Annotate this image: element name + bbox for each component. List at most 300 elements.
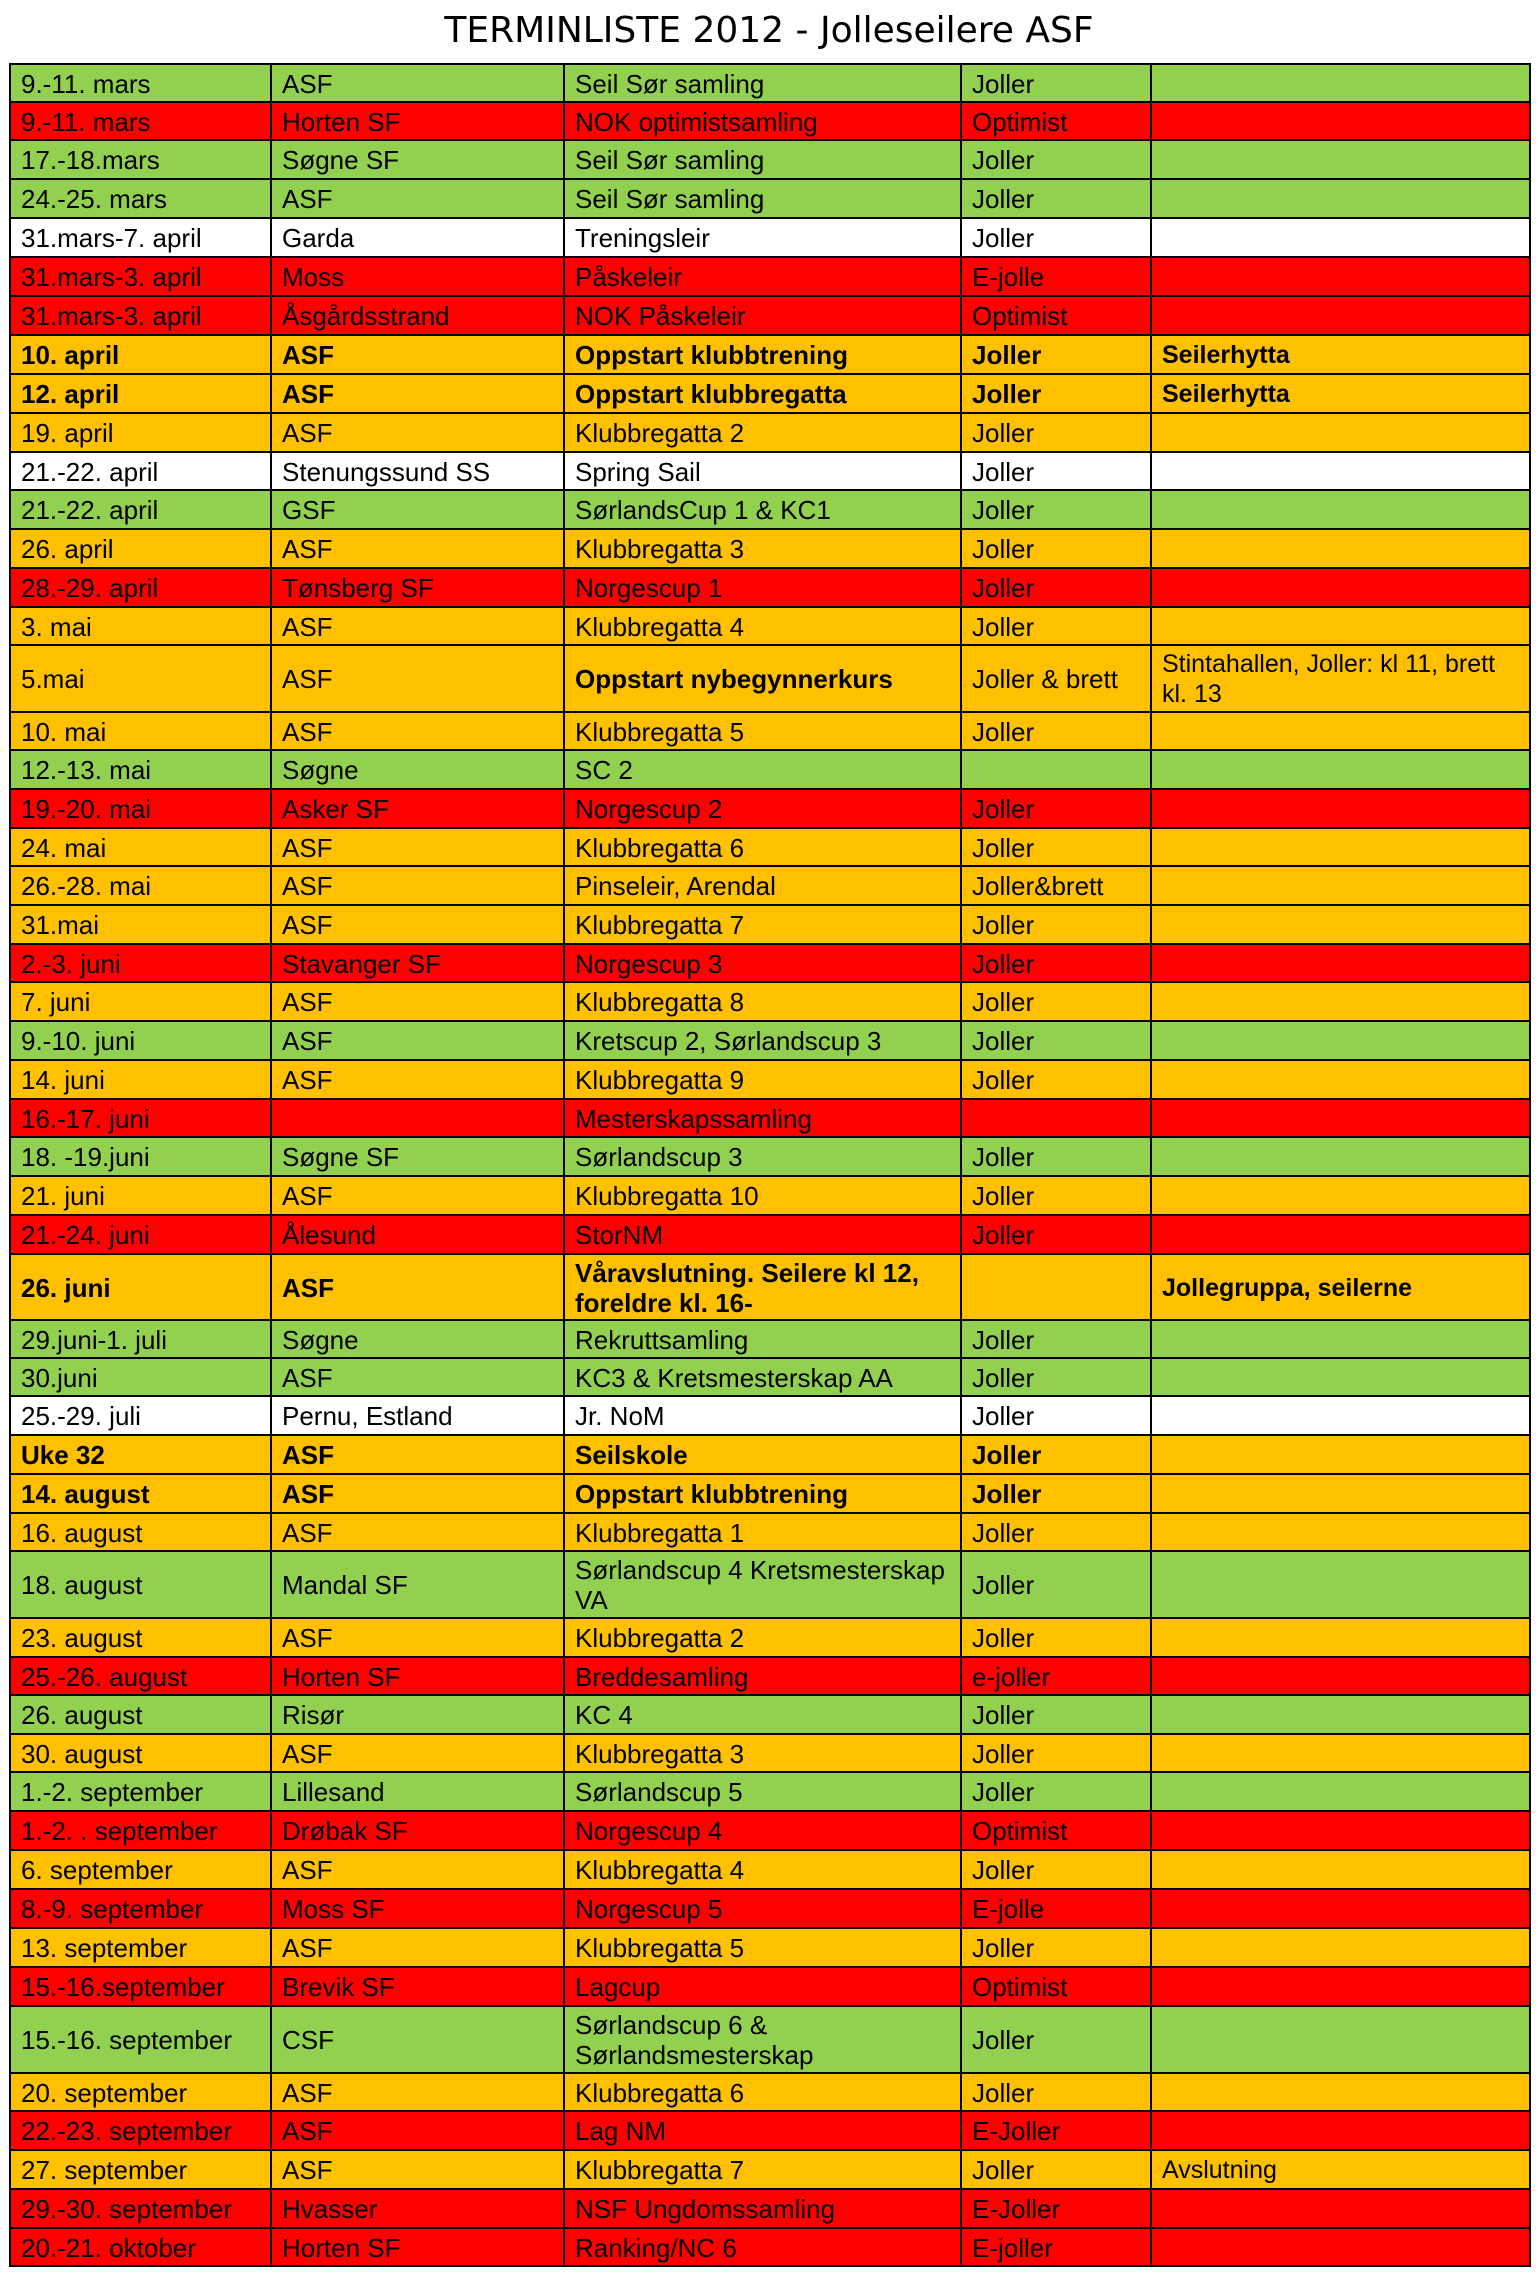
date-cell: 9.-11. mars [10,102,271,140]
schedule-row [10,452,1530,490]
event-cell: Lagcup [564,1967,961,2006]
note-cell [1151,1435,1530,1474]
schedule-row [10,1021,1530,1060]
schedule-row [10,1396,1530,1435]
schedule-row [10,789,1530,828]
class-cell: E-Joller [961,2111,1151,2150]
venue-cell: Søgne SF [271,140,564,179]
date-cell: 12. april [10,374,271,413]
schedule-row [10,1320,1530,1358]
event-cell: Klubbregatta 3 [564,529,961,568]
date-cell: 20. september [10,2073,271,2111]
event-cell: Klubbregatta 7 [564,2150,961,2189]
class-cell: Joller [961,1772,1151,1811]
date-cell: 19. april [10,413,271,452]
class-cell: Joller [961,1060,1151,1099]
schedule-row [10,2228,1530,2266]
event-cell: NOK optimistsamling [564,102,961,140]
venue-cell: Ålesund [271,1215,564,1254]
schedule-row [10,64,1530,102]
note-cell [1151,1021,1530,1060]
date-cell: 12.-13. mai [10,750,271,789]
venue-cell: ASF [271,1060,564,1099]
class-cell: E-jolle [961,1889,1151,1928]
schedule-row [10,1254,1530,1320]
schedule-row [10,529,1530,568]
venue-cell [271,1099,564,1137]
venue-cell: Asker SF [271,789,564,828]
class-cell [961,1254,1151,1320]
note-cell [1151,1772,1530,1811]
event-cell: Sørlandscup 4 Kretsmesterskap VA [564,1551,961,1618]
note-cell: Jollegruppa, seilerne [1151,1254,1530,1320]
class-cell: Joller [961,944,1151,982]
date-cell: 27. september [10,2150,271,2189]
date-cell: 15.-16.september [10,1967,271,2006]
schedule-row [10,1176,1530,1215]
venue-cell: Horten SF [271,102,564,140]
schedule-row [10,1889,1530,1928]
venue-cell: ASF [271,712,564,750]
note-cell [1151,64,1530,102]
event-cell: Oppstart klubbregatta [564,374,961,413]
venue-cell: Pernu, Estland [271,1396,564,1435]
note-cell: Seilerhytta [1151,374,1530,413]
note-cell [1151,140,1530,179]
schedule-row [10,828,1530,866]
class-cell: Joller [961,1320,1151,1358]
class-cell [961,1099,1151,1137]
event-cell: Klubbregatta 6 [564,2073,961,2111]
schedule-table [9,63,1531,2267]
schedule-row [10,1967,1530,2006]
class-cell: Joller [961,452,1151,490]
event-cell: SørlandsCup 1 & KC1 [564,490,961,529]
note-cell [1151,1657,1530,1695]
venue-cell: ASF [271,335,564,374]
class-cell: Joller [961,490,1151,529]
class-cell: Joller [961,140,1151,179]
schedule-row [10,335,1530,374]
venue-cell: Søgne SF [271,1137,564,1176]
document-title: TERMINLISTE 2012 - Jolleseilere ASF [444,10,1094,51]
class-cell: Joller [961,1474,1151,1513]
schedule-row [10,413,1530,452]
note-cell [1151,1967,1530,2006]
class-cell: Optimist [961,296,1151,335]
schedule-row [10,944,1530,982]
venue-cell: Søgne [271,750,564,789]
event-cell: Mesterskapssamling [564,1099,961,1137]
venue-cell: ASF [271,1850,564,1889]
class-cell: Joller [961,218,1151,257]
date-cell: 31.mars-3. april [10,257,271,296]
note-cell: Avslutning [1151,2150,1530,2189]
event-cell: Klubbregatta 4 [564,607,961,645]
venue-cell: ASF [271,607,564,645]
schedule-row [10,982,1530,1021]
note-cell [1151,490,1530,529]
venue-cell: ASF [271,1928,564,1967]
event-cell: NSF Ungdomssamling [564,2189,961,2228]
event-cell: Kretscup 2, Sørlandscup 3 [564,1021,961,1060]
class-cell: Joller [961,2006,1151,2073]
note-cell [1151,866,1530,905]
note-cell [1151,828,1530,866]
date-cell: Uke 32 [10,1435,271,1474]
schedule-row [10,2150,1530,2189]
note-cell [1151,413,1530,452]
date-cell: 28.-29. april [10,568,271,607]
schedule-row [10,2189,1530,2228]
note-cell [1151,1320,1530,1358]
schedule-row [10,607,1530,645]
event-cell: Klubbregatta 6 [564,828,961,866]
event-cell: Spring Sail [564,452,961,490]
class-cell: Joller [961,1396,1151,1435]
class-cell: Joller [961,1137,1151,1176]
note-cell [1151,179,1530,218]
schedule-row [10,1435,1530,1474]
schedule-row [10,102,1530,140]
event-cell: Pinseleir, Arendal [564,866,961,905]
venue-cell: ASF [271,866,564,905]
note-cell [1151,1850,1530,1889]
date-cell: 14. juni [10,1060,271,1099]
date-cell: 29.-30. september [10,2189,271,2228]
note-cell [1151,944,1530,982]
date-cell: 21.-24. juni [10,1215,271,1254]
class-cell: Joller [961,1435,1151,1474]
note-cell [1151,2228,1530,2266]
venue-cell: Søgne [271,1320,564,1358]
class-cell: Joller [961,179,1151,218]
note-cell [1151,750,1530,789]
venue-cell: ASF [271,982,564,1021]
note-cell [1151,102,1530,140]
note-cell [1151,1474,1530,1513]
venue-cell: ASF [271,2150,564,2189]
event-cell: Klubbregatta 10 [564,1176,961,1215]
venue-cell: ASF [271,64,564,102]
date-cell: 15.-16. september [10,2006,271,2073]
date-cell: 21. juni [10,1176,271,1215]
schedule-row [10,1657,1530,1695]
venue-cell: ASF [271,1358,564,1396]
note-cell [1151,1618,1530,1657]
venue-cell: ASF [271,645,564,712]
venue-cell: Moss SF [271,1889,564,1928]
date-cell: 26. juni [10,1254,271,1320]
venue-cell: ASF [271,1734,564,1772]
note-cell [1151,452,1530,490]
date-cell: 22.-23. september [10,2111,271,2150]
schedule-row [10,2073,1530,2111]
venue-cell: Tønsberg SF [271,568,564,607]
schedule-row [10,296,1530,335]
venue-cell: CSF [271,2006,564,2073]
venue-cell: Garda [271,218,564,257]
date-cell: 24. mai [10,828,271,866]
schedule-row [10,712,1530,750]
note-cell [1151,296,1530,335]
note-cell [1151,1695,1530,1734]
venue-cell: Drøbak SF [271,1811,564,1850]
schedule-row [10,1215,1530,1254]
venue-cell: ASF [271,1513,564,1551]
date-cell: 3. mai [10,607,271,645]
event-cell: Oppstart nybegynnerkurs [564,645,961,712]
date-cell: 9.-10. juni [10,1021,271,1060]
venue-cell: Åsgårdsstrand [271,296,564,335]
venue-cell: GSF [271,490,564,529]
venue-cell: ASF [271,2111,564,2150]
schedule-row [10,1928,1530,1967]
class-cell: Joller [961,374,1151,413]
event-cell: Norgescup 5 [564,1889,961,1928]
date-cell: 6. september [10,1850,271,1889]
venue-cell: ASF [271,1618,564,1657]
note-cell [1151,257,1530,296]
venue-cell: ASF [271,179,564,218]
date-cell: 30.juni [10,1358,271,1396]
date-cell: 25.-29. juli [10,1396,271,1435]
venue-cell: Horten SF [271,2228,564,2266]
date-cell: 21.-22. april [10,490,271,529]
venue-cell: Risør [271,1695,564,1734]
class-cell: Joller [961,1695,1151,1734]
schedule-row [10,1551,1530,1618]
note-cell: Stintahallen, Joller: kl 11, brett kl. 13 [1151,645,1530,712]
date-cell: 5.mai [10,645,271,712]
schedule-row [10,1513,1530,1551]
date-cell: 26. august [10,1695,271,1734]
event-cell: Klubbregatta 7 [564,905,961,944]
note-cell [1151,529,1530,568]
note-cell [1151,568,1530,607]
schedule-row [10,1060,1530,1099]
note-cell [1151,982,1530,1021]
class-cell: Optimist [961,102,1151,140]
date-cell: 20.-21. oktober [10,2228,271,2266]
schedule-row [10,1734,1530,1772]
schedule-body [10,64,1530,2266]
schedule-row [10,1358,1530,1396]
event-cell: Klubbregatta 4 [564,1850,961,1889]
venue-cell: Horten SF [271,1657,564,1695]
venue-cell: ASF [271,413,564,452]
event-cell: Treningsleir [564,218,961,257]
event-cell: Breddesamling [564,1657,961,1695]
class-cell: Joller [961,1618,1151,1657]
class-cell: Joller [961,1176,1151,1215]
class-cell: Joller [961,1513,1151,1551]
note-cell [1151,1811,1530,1850]
venue-cell: Stavanger SF [271,944,564,982]
event-cell: Oppstart klubbtrening [564,1474,961,1513]
class-cell: Joller [961,568,1151,607]
date-cell: 29.juni-1. juli [10,1320,271,1358]
class-cell: Joller [961,828,1151,866]
class-cell: Optimist [961,1811,1151,1850]
schedule-row [10,257,1530,296]
schedule-row [10,140,1530,179]
event-cell: Norgescup 1 [564,568,961,607]
schedule-row [10,750,1530,789]
venue-cell: ASF [271,1474,564,1513]
class-cell: Joller [961,607,1151,645]
class-cell: Joller [961,1358,1151,1396]
note-cell [1151,2006,1530,2073]
venue-cell: ASF [271,905,564,944]
note-cell [1151,1928,1530,1967]
date-cell: 1.-2. september [10,1772,271,1811]
schedule-row [10,866,1530,905]
note-cell [1151,1551,1530,1618]
event-cell: Sørlandscup 3 [564,1137,961,1176]
class-cell: Joller [961,905,1151,944]
note-cell: Seilerhytta [1151,335,1530,374]
note-cell [1151,2073,1530,2111]
event-cell: KC3 & Kretsmesterskap AA [564,1358,961,1396]
venue-cell: Hvasser [271,2189,564,2228]
event-cell: Våravslutning. Seilere kl 12, foreldre kl. 16- [564,1254,961,1320]
event-cell: Sørlandscup 6 & Sørlandsmesterskap [564,2006,961,2073]
event-cell: Påskeleir [564,257,961,296]
date-cell: 31.mars-7. april [10,218,271,257]
date-cell: 16. august [10,1513,271,1551]
schedule-row [10,645,1530,712]
date-cell: 19.-20. mai [10,789,271,828]
schedule-row [10,218,1530,257]
venue-cell: ASF [271,1021,564,1060]
event-cell: Norgescup 4 [564,1811,961,1850]
event-cell: Seil Sør samling [564,140,961,179]
date-cell: 7. juni [10,982,271,1021]
date-cell: 23. august [10,1618,271,1657]
class-cell: Joller [961,413,1151,452]
schedule-row [10,179,1530,218]
date-cell: 16.-17. juni [10,1099,271,1137]
note-cell [1151,1396,1530,1435]
note-cell [1151,1099,1530,1137]
event-cell: Seilskole [564,1435,961,1474]
note-cell [1151,1060,1530,1099]
schedule-row [10,2006,1530,2073]
event-cell: Sørlandscup 5 [564,1772,961,1811]
event-cell: Klubbregatta 5 [564,712,961,750]
venue-cell: Brevik SF [271,1967,564,2006]
class-cell: Joller [961,529,1151,568]
date-cell: 13. september [10,1928,271,1967]
date-cell: 31.mars-3. april [10,296,271,335]
event-cell: Klubbregatta 2 [564,413,961,452]
schedule-row [10,374,1530,413]
event-cell: Lag NM [564,2111,961,2150]
note-cell [1151,2111,1530,2150]
date-cell: 10. april [10,335,271,374]
note-cell [1151,1176,1530,1215]
date-cell: 18. august [10,1551,271,1618]
event-cell: KC 4 [564,1695,961,1734]
event-cell: Klubbregatta 1 [564,1513,961,1551]
date-cell: 24.-25. mars [10,179,271,218]
venue-cell: ASF [271,374,564,413]
schedule-row [10,1695,1530,1734]
schedule-row [10,1137,1530,1176]
venue-cell: ASF [271,1435,564,1474]
event-cell: Ranking/NC 6 [564,2228,961,2266]
event-cell: Klubbregatta 3 [564,1734,961,1772]
event-cell: Jr. NoM [564,1396,961,1435]
schedule-row [10,905,1530,944]
event-cell: StorNM [564,1215,961,1254]
date-cell: 31.mai [10,905,271,944]
event-cell: Klubbregatta 2 [564,1618,961,1657]
note-cell [1151,1358,1530,1396]
schedule-row [10,1850,1530,1889]
event-cell: Klubbregatta 8 [564,982,961,1021]
schedule-row [10,1099,1530,1137]
event-cell: Norgescup 2 [564,789,961,828]
venue-cell: ASF [271,529,564,568]
date-cell: 26.-28. mai [10,866,271,905]
date-cell: 10. mai [10,712,271,750]
date-cell: 30. august [10,1734,271,1772]
venue-cell: ASF [271,1176,564,1215]
event-cell: Klubbregatta 9 [564,1060,961,1099]
date-cell: 9.-11. mars [10,64,271,102]
date-cell: 26. april [10,529,271,568]
note-cell [1151,1734,1530,1772]
venue-cell: Moss [271,257,564,296]
schedule-row [10,2111,1530,2150]
venue-cell: Stenungssund SS [271,452,564,490]
class-cell: e-joller [961,1657,1151,1695]
event-cell: Rekruttsamling [564,1320,961,1358]
date-cell: 17.-18.mars [10,140,271,179]
class-cell: Joller [961,1928,1151,1967]
class-cell: E-Joller [961,2189,1151,2228]
class-cell: E-jolle [961,257,1151,296]
note-cell [1151,1513,1530,1551]
date-cell: 14. august [10,1474,271,1513]
class-cell: Joller [961,982,1151,1021]
event-cell: Norgescup 3 [564,944,961,982]
class-cell: Optimist [961,1967,1151,2006]
class-cell: Joller [961,1734,1151,1772]
class-cell: Joller & brett [961,645,1151,712]
note-cell [1151,1889,1530,1928]
class-cell: Joller [961,2150,1151,2189]
venue-cell: ASF [271,2073,564,2111]
class-cell: Joller&brett [961,866,1151,905]
schedule-row [10,1618,1530,1657]
venue-cell: ASF [271,828,564,866]
note-cell [1151,1215,1530,1254]
schedule-row [10,490,1530,529]
class-cell: Joller [961,1215,1151,1254]
class-cell: Joller [961,789,1151,828]
date-cell: 25.-26. august [10,1657,271,1695]
venue-cell: ASF [271,1254,564,1320]
note-cell [1151,905,1530,944]
venue-cell: Mandal SF [271,1551,564,1618]
event-cell: Oppstart klubbtrening [564,335,961,374]
class-cell: Joller [961,1021,1151,1060]
event-cell: Seil Sør samling [564,64,961,102]
note-cell [1151,712,1530,750]
